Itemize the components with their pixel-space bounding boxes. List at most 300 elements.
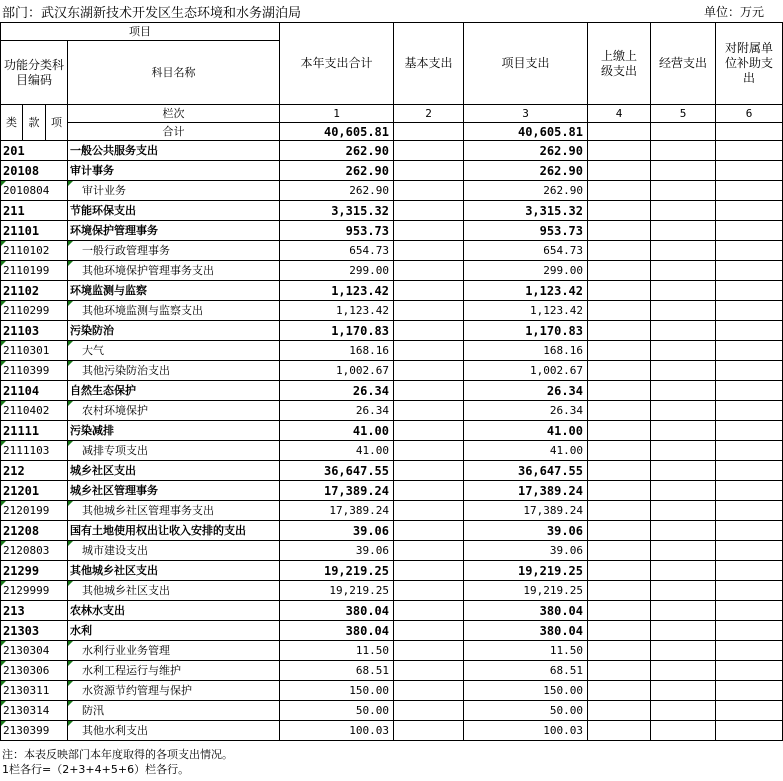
total-cell [280,501,394,521]
subject-name [68,281,280,301]
project-cell-text: 100.03 [543,724,583,737]
table-row [1,201,783,221]
expenditure-table [0,22,783,741]
subject-name-text: 水资源节约管理与保护 [82,684,192,697]
project-cell-text: 17,389.24 [523,504,583,517]
col-header-total: 本年支出合计 [280,23,394,105]
cell-marker-icon [68,541,73,546]
project-cell-text: 262.90 [539,143,583,158]
project-cell-text: 36,647.55 [517,463,583,478]
project-cell-text: 150.00 [543,684,583,697]
subject-name [68,461,280,481]
upper-cell [588,521,651,541]
business-cell [651,361,716,381]
subsidy-cell [716,201,783,221]
subject-name [68,681,280,701]
total-cell-text: 19,219.25 [329,584,389,597]
total-cell-text: 262.90 [345,163,389,178]
project-cell [464,301,588,321]
subsidy-cell [716,241,783,261]
project-cell [464,201,588,221]
project-cell-text: 1,002.67 [530,364,583,377]
subject-code [1,201,68,221]
subject-code-text: 2130304 [3,644,50,657]
subject-name [68,501,280,521]
project-cell [464,161,588,181]
business-cell [651,641,716,661]
upper-cell [588,561,651,581]
basic-cell [394,241,464,261]
cell-marker-icon [68,581,73,586]
subject-name [68,361,280,381]
subject-name-text: 其他环境监测与监察支出 [82,304,203,317]
project-cell [464,561,588,581]
total-cell [280,321,394,341]
subject-name-text: 环境保护管理事务 [70,224,158,237]
subject-code [1,421,68,441]
basic-cell [394,701,464,721]
cell-marker-icon [1,721,6,726]
subject-code-text: 2130399 [3,724,50,737]
total-project: 40,605.81 [464,123,588,141]
table-row [1,241,783,261]
upper-cell [588,641,651,661]
subject-code [1,321,68,341]
subject-code [1,221,68,241]
total-cell-text: 1,123.42 [336,304,389,317]
table-row [1,501,783,521]
total-cell-text: 17,389.24 [323,483,389,498]
subsidy-cell [716,341,783,361]
subject-name-text: 农林水支出 [70,604,125,617]
subject-name-text: 城市建设支出 [82,544,148,557]
subject-code [1,381,68,401]
total-cell [280,601,394,621]
basic-cell [394,201,464,221]
col-index-6: 6 [716,105,783,123]
basic-cell [394,721,464,741]
cell-marker-icon [68,701,73,706]
project-cell-text: 299.00 [543,264,583,277]
project-cell [464,701,588,721]
project-cell-text: 3,315.32 [525,203,583,218]
business-cell [651,381,716,401]
project-cell-text: 41.00 [549,444,583,457]
subject-code [1,141,68,161]
subsidy-cell [716,681,783,701]
subsidy-cell [716,381,783,401]
upper-cell [588,601,651,621]
subject-name [68,141,280,161]
project-cell [464,241,588,261]
total-cell-text: 41.00 [352,423,389,438]
subject-code-text: 20108 [3,163,40,178]
subject-code-text: 21299 [3,563,40,578]
basic-cell [394,581,464,601]
subject-code [1,341,68,361]
project-cell [464,341,588,361]
table-row [1,481,783,501]
subsidy-cell [716,661,783,681]
subsidy-cell [716,541,783,561]
cell-marker-icon [68,341,73,346]
business-cell [651,561,716,581]
cell-marker-icon [1,681,6,686]
table-row [1,421,783,441]
basic-cell [394,381,464,401]
project-cell-text: 1,170.83 [525,323,583,338]
col-index-5: 5 [651,105,716,123]
footnote-1: 注：本表反映部门本年度取得的各项支出情况。 [2,748,233,761]
project-cell [464,281,588,301]
project-cell [464,481,588,501]
subject-name-text: 环境监测与监察 [70,284,147,297]
subject-name-text: 国有土地使用权出让收入安排的支出 [70,524,246,537]
subject-name [68,701,280,721]
subject-code-text: 21303 [3,623,40,638]
project-cell-text: 39.06 [546,523,583,538]
project-cell [464,581,588,601]
subsidy-cell [716,141,783,161]
upper-cell [588,661,651,681]
project-cell-text: 262.90 [543,184,583,197]
table-row [1,541,783,561]
project-cell-text: 380.04 [539,623,583,638]
total-cell-text: 168.16 [349,344,389,357]
subject-name [68,601,280,621]
col-index-2: 2 [394,105,464,123]
subject-code [1,641,68,661]
subject-code-text: 21111 [3,423,40,438]
table-row [1,221,783,241]
cell-marker-icon [1,501,6,506]
subject-name [68,441,280,461]
subject-name [68,561,280,581]
upper-cell [588,581,651,601]
upper-cell [588,141,651,161]
upper-cell [588,401,651,421]
total-cell-text: 26.34 [355,404,389,417]
subject-name-text: 一般行政管理事务 [82,244,170,257]
basic-cell [394,341,464,361]
basic-cell [394,221,464,241]
subsidy-cell [716,441,783,461]
subject-code-text: 2110199 [3,264,50,277]
table-row [1,161,783,181]
upper-cell [588,461,651,481]
subsidy-cell [716,261,783,281]
subject-name-text: 其他水利支出 [82,724,148,737]
total-cell-text: 36,647.55 [323,463,389,478]
project-cell-text: 50.00 [549,704,583,717]
col-header-project: 项目支出 [464,23,588,105]
subject-name-text: 其他环境保护管理事务支出 [82,264,214,277]
business-cell [651,681,716,701]
cell-marker-icon [1,641,6,646]
basic-cell [394,621,464,641]
business-cell [651,541,716,561]
subject-name [68,581,280,601]
project-cell-text: 953.73 [539,223,583,238]
project-cell [464,621,588,641]
total-cell-text: 1,123.42 [331,283,389,298]
basic-cell [394,281,464,301]
subsidy-cell [716,561,783,581]
cell-marker-icon [1,241,6,246]
col-header-basic: 基本支出 [394,23,464,105]
subject-code-text: 2120803 [3,544,50,557]
kuan-header: 款 [23,105,46,141]
subject-code [1,461,68,481]
table-row [1,461,783,481]
project-cell [464,601,588,621]
subject-name [68,241,280,261]
footnote-2: 1栏各行=（2+3+4+5+6）栏各行。 [2,763,190,776]
subject-code [1,501,68,521]
upper-cell [588,181,651,201]
subject-code-text: 2111103 [3,444,50,457]
total-cell [280,641,394,661]
subject-code [1,541,68,561]
project-cell [464,361,588,381]
total-label: 合计 [68,123,280,141]
subject-name [68,481,280,501]
total-cell [280,401,394,421]
subject-name [68,641,280,661]
basic-cell [394,161,464,181]
total-cell-text: 11.50 [355,644,389,657]
total-cell [280,661,394,681]
total-cell-text: 1,170.83 [331,323,389,338]
subsidy-cell [716,361,783,381]
basic-cell [394,441,464,461]
subject-name-text: 大气 [82,344,104,357]
total-cell [280,281,394,301]
cell-marker-icon [68,301,73,306]
basic-cell [394,541,464,561]
project-cell [464,661,588,681]
table-row [1,141,783,161]
project-cell-text: 1,123.42 [530,304,583,317]
total-cell-text: 654.73 [349,244,389,257]
project-cell-text: 41.00 [546,423,583,438]
total-cell [280,141,394,161]
total-cell-text: 26.34 [352,383,389,398]
subject-code-text: 211 [3,203,25,218]
business-cell [651,661,716,681]
subject-code [1,301,68,321]
total-cell [280,201,394,221]
total-cell [280,541,394,561]
subject-name-text: 一般公共服务支出 [70,144,158,157]
subject-code-text: 21104 [3,383,40,398]
table-row [1,281,783,301]
upper-cell [588,361,651,381]
lei-header: 类 [1,105,23,141]
subject-name [68,201,280,221]
table-row [1,721,783,741]
basic-cell [394,661,464,681]
table-row [1,261,783,281]
total-cell [280,721,394,741]
total-cell [280,161,394,181]
cell-marker-icon [68,181,73,186]
upper-cell [588,261,651,281]
func-code-header: 功能分类科目编码 [1,41,68,105]
total-cell [280,701,394,721]
subject-code-text: 2129999 [3,584,50,597]
total-cell-text: 262.90 [349,184,389,197]
total-cell [280,481,394,501]
subject-name-text: 水利 [70,624,92,637]
total-cell [280,261,394,281]
basic-cell [394,301,464,321]
col-header-subsidy: 对附属单位补助支出 [716,23,783,105]
subject-name-text: 水利行业业务管理 [82,644,170,657]
upper-cell [588,621,651,641]
project-cell-text: 68.51 [549,664,583,677]
subject-name-text: 节能环保支出 [70,204,136,217]
upper-cell [588,421,651,441]
business-cell [651,701,716,721]
basic-cell [394,261,464,281]
table-row [1,641,783,661]
subsidy-cell [716,461,783,481]
total-value: 40,605.81 [280,123,394,141]
project-cell-text: 11.50 [549,644,583,657]
col-index-4: 4 [588,105,651,123]
report-header [0,0,768,22]
subject-code-text: 212 [3,463,25,478]
upper-cell [588,301,651,321]
table-row [1,181,783,201]
total-cell [280,461,394,481]
subsidy-cell [716,601,783,621]
upper-cell [588,161,651,181]
upper-cell [588,221,651,241]
subject-name-text: 其他污染防治支出 [82,364,170,377]
subject-code [1,161,68,181]
table-row [1,661,783,681]
table-row [1,381,783,401]
total-cell [280,181,394,201]
table-row [1,601,783,621]
cell-marker-icon [1,541,6,546]
business-cell [651,601,716,621]
project-cell [464,321,588,341]
subject-code [1,481,68,501]
subject-code [1,241,68,261]
basic-cell [394,521,464,541]
col-index-1: 1 [280,105,394,123]
total-cell-text: 1,002.67 [336,364,389,377]
total-upper [588,123,651,141]
subject-name-text: 其他城乡社区支出 [82,584,170,597]
subject-code-text: 2120199 [3,504,50,517]
subject-name-text: 农村环境保护 [82,404,148,417]
project-cell [464,641,588,661]
project-cell-text: 168.16 [543,344,583,357]
subject-code-text: 2130314 [3,704,50,717]
total-cell-text: 17,389.24 [329,504,389,517]
business-cell [651,161,716,181]
subject-name [68,221,280,241]
subject-code-text: 201 [3,143,25,158]
project-cell [464,381,588,401]
upper-cell [588,281,651,301]
total-cell [280,561,394,581]
business-cell [651,301,716,321]
subject-code-text: 2110301 [3,344,50,357]
cell-marker-icon [68,501,73,506]
subsidy-cell [716,641,783,661]
table-row [1,401,783,421]
upper-cell [588,501,651,521]
project-cell-text: 26.34 [546,383,583,398]
subject-name [68,621,280,641]
business-cell [651,441,716,461]
project-cell [464,141,588,161]
total-cell [280,221,394,241]
subject-code-text: 21201 [3,483,40,498]
subject-code [1,521,68,541]
cell-marker-icon [1,701,6,706]
table-row [1,341,783,361]
cell-marker-icon [68,721,73,726]
subject-code-text: 2010804 [3,184,50,197]
total-cell [280,301,394,321]
subject-code [1,181,68,201]
subsidy-cell [716,321,783,341]
business-cell [651,621,716,641]
cell-marker-icon [1,581,6,586]
business-cell [651,241,716,261]
subject-code [1,721,68,741]
cell-marker-icon [1,661,6,666]
total-cell-text: 150.00 [349,684,389,697]
table-row [1,581,783,601]
total-cell-text: 299.00 [349,264,389,277]
total-cell-text: 380.04 [345,623,389,638]
basic-cell [394,641,464,661]
total-basic [394,123,464,141]
project-cell [464,181,588,201]
business-cell [651,521,716,541]
total-cell [280,681,394,701]
total-cell [280,341,394,361]
table-row [1,701,783,721]
project-cell [464,721,588,741]
total-cell [280,441,394,461]
subject-name [68,161,280,181]
subject-code-text: 2130306 [3,664,50,677]
business-cell [651,581,716,601]
cell-marker-icon [68,681,73,686]
subject-code [1,401,68,421]
business-cell [651,721,716,741]
total-cell-text: 262.90 [345,143,389,158]
total-cell-text: 68.51 [355,664,389,677]
cell-marker-icon [1,441,6,446]
subject-code [1,581,68,601]
cell-marker-icon [1,401,6,406]
basic-cell [394,361,464,381]
total-cell [280,421,394,441]
table-row [1,321,783,341]
project-cell [464,261,588,281]
total-cell-text: 39.06 [355,544,389,557]
subject-code [1,441,68,461]
